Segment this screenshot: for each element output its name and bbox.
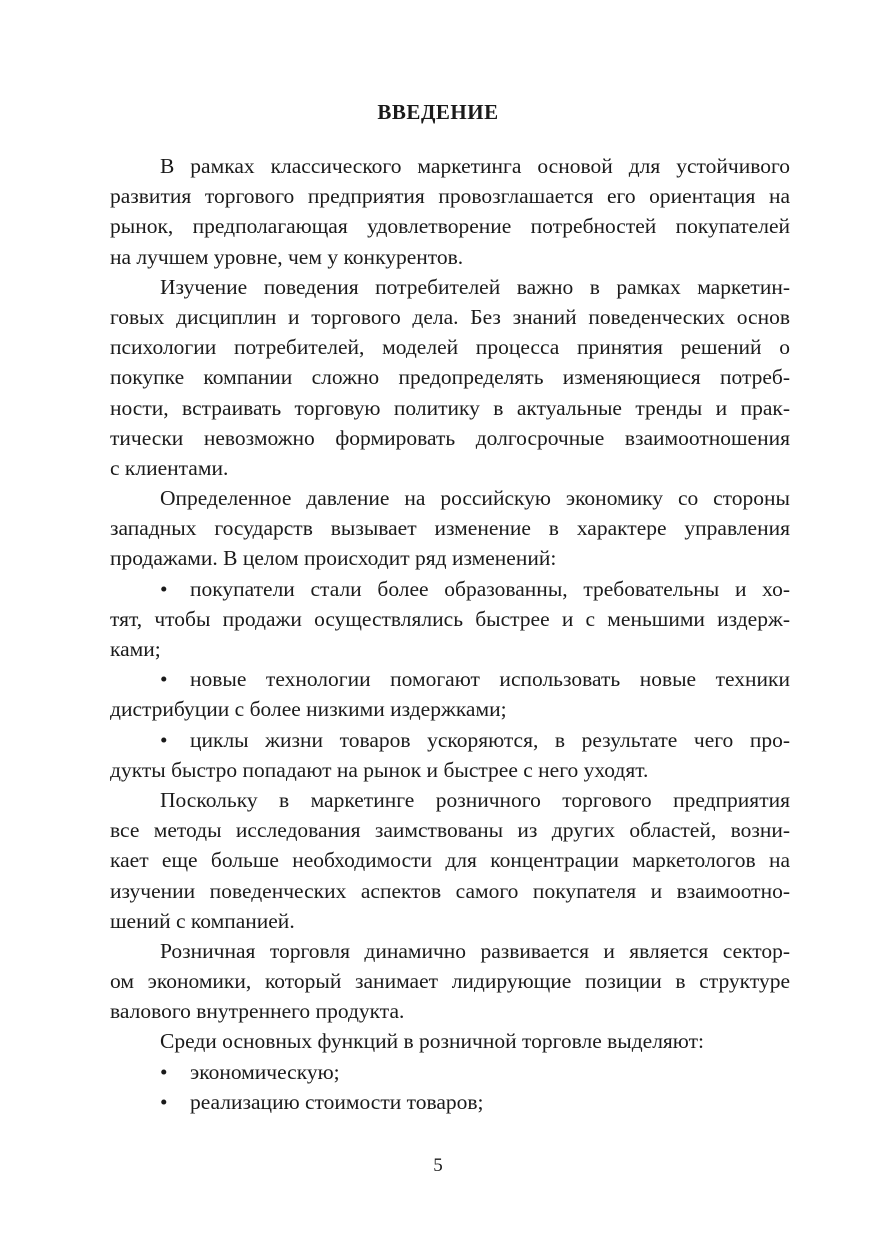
bullet-icon: • [160, 727, 168, 752]
line-text: с клиентами. [110, 455, 229, 480]
text-line [110, 513, 790, 543]
line-text: западных государств вызывает изменение в характере управления [110, 516, 790, 541]
line-text: рынок, предполагающая удовлетворение потребностей покупателей [110, 214, 790, 239]
line-text: В рамках классического маркетинга основой для устойчивого [160, 154, 790, 178]
text-line [110, 876, 790, 906]
text-line [110, 785, 790, 815]
text-line [110, 574, 790, 604]
line-text: Изучение поведения потребителей важно в рамках маркетин- [160, 274, 790, 299]
text-line [110, 966, 790, 996]
line-text: все методы исследования заимствованы из других областей, возни- [110, 818, 790, 843]
text-line [110, 906, 790, 936]
page-title: ВВЕДЕНИЕ [377, 100, 499, 124]
line-text: на лучшем уровне, чем у конкурентов. [110, 244, 464, 269]
text-line [110, 332, 790, 362]
line-text: реализацию стоимости товаров; [190, 1089, 484, 1114]
line-text: говых дисциплин и торгового дела. Без знаний поведенческих основ [110, 304, 790, 329]
line-text: дукты быстро попадают на рынок и быстрее с него уходят. [110, 757, 649, 782]
text-line [110, 423, 790, 453]
text-line [110, 664, 790, 694]
line-text: покупке компании сложно предопределять изменяющиеся потреб- [110, 365, 790, 390]
line-text: покупатели стали более образованны, требовательны и хо- [190, 576, 790, 601]
line-text: шений с компанией. [110, 908, 295, 933]
text-line [110, 302, 790, 332]
text-line [110, 845, 790, 875]
line-text: кает еще больше необходимости для концентрации маркетологов на [110, 848, 790, 873]
line-text: валового внутреннего продукта. [110, 999, 405, 1024]
text-line [110, 1057, 790, 1087]
line-text: ности, встраивать торговую политику в актуальные тренды и прак- [110, 395, 790, 420]
bullet-icon: • [160, 1059, 168, 1084]
text-line [110, 634, 790, 664]
text-line [110, 211, 790, 241]
text-line [110, 543, 790, 573]
text-line [110, 362, 790, 392]
text-line [110, 725, 790, 755]
line-text: экономическую; [190, 1059, 340, 1084]
line-text: Поскольку в маркетинге розничного торгового предприятия [160, 787, 790, 812]
text-line [110, 242, 790, 272]
line-text: Розничная торговля динамично развивается и является сектор- [160, 938, 790, 963]
text-line [110, 694, 790, 724]
body-text [110, 151, 790, 1117]
text-line [110, 1026, 790, 1056]
text-line [110, 604, 790, 634]
text-line [110, 483, 790, 513]
text-line [110, 1087, 790, 1117]
text-line [110, 181, 790, 211]
line-text: ками; [110, 637, 161, 661]
text-line [110, 393, 790, 423]
line-text: изучении поведенческих аспектов самого покупателя и взаимоотно- [110, 878, 790, 903]
line-text: ом экономики, который занимает лидирующие позиции в структуре [110, 969, 790, 994]
line-text: психологии потребителей, моделей процесса принятия решений о [110, 335, 790, 360]
bullet-icon: • [160, 576, 168, 601]
text-line [110, 272, 790, 302]
page-number: 5 [433, 1155, 443, 1176]
line-text: развития торгового предприятия провозглашается его ориентация на [110, 184, 790, 209]
line-text: Среди основных функций в розничной торговле выделяют: [160, 1029, 704, 1054]
text-line [110, 996, 790, 1026]
line-text: циклы жизни товаров ускоряются, в результате чего про- [190, 727, 790, 752]
line-text: дистрибуции с более низкими издержками; [110, 697, 507, 722]
line-text: продажами. В целом происходит ряд изменений: [110, 546, 557, 571]
text-line [110, 815, 790, 845]
bullet-icon: • [160, 1089, 168, 1114]
line-text: новые технологии помогают использовать новые техники [190, 667, 790, 692]
line-text: тят, чтобы продажи осуществлялись быстрее и с меньшими издерж- [110, 606, 790, 631]
bullet-icon: • [160, 667, 168, 692]
text-line [110, 936, 790, 966]
line-text: Определенное давление на российскую экономику со стороны [160, 486, 790, 511]
text-line [110, 755, 790, 785]
text-line [110, 151, 790, 181]
text-line [110, 453, 790, 483]
line-text: тически невозможно формировать долгосрочные взаимоотношения [110, 425, 790, 450]
